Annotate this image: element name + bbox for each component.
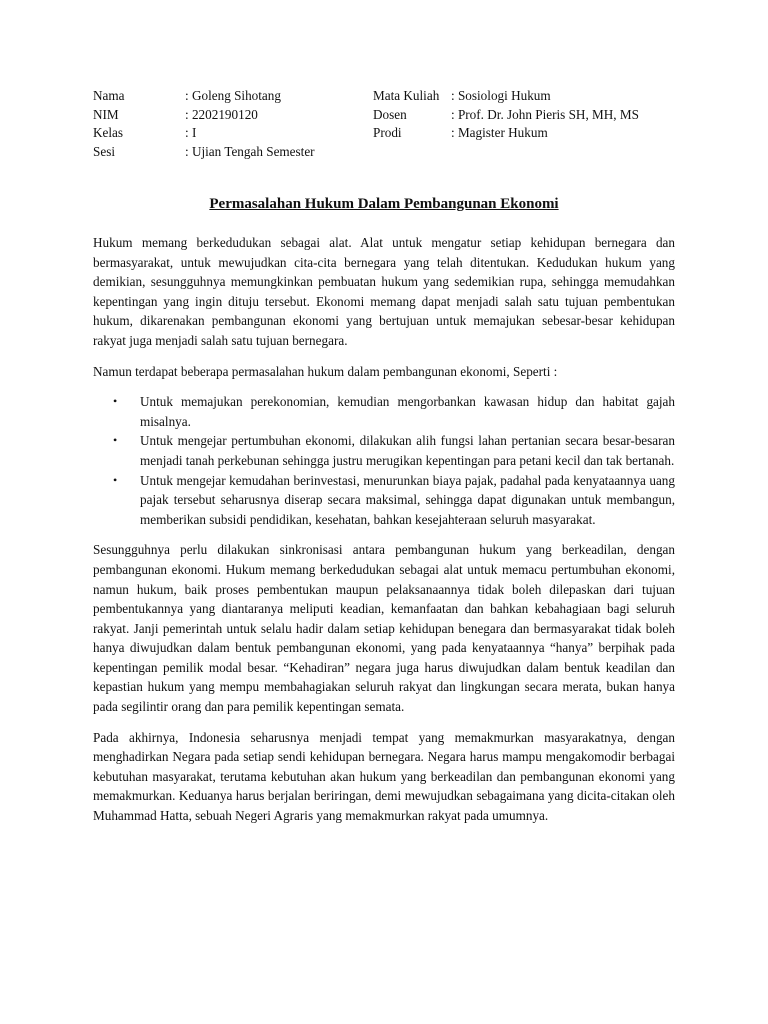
document-body	[93, 233, 675, 837]
prodi-label: Prodi	[373, 125, 402, 141]
header-row-4	[93, 143, 693, 162]
paragraph-conclusion: Pada akhirnya, Indonesia seharusnya menjadi tempat yang memakmurkan masyarakatnya, dengan menghadirkan Negara pada setiap sendi kehidupan bernegara. Negara harus mampu mengakomodir berbagai kebutuhan masyarakat, terutama kebutuhan akan hukum yang berkeadilan dan pembangunan ekonomi yang memakmurkan. Keduanya harus berjalan beriringan, demi mewujudkan sebagaimana yang dicita-citakan oleh Muhammad Hatta, sebuah Negeri Agraris yang memakmurkan rakyat pada umumnya.	[93, 729, 675, 824]
mata-kuliah-label: Mata Kuliah	[373, 88, 440, 103]
mata-kuliah-value: : Sosiologi Hukum	[451, 88, 551, 103]
prodi-value: : Magister Hukum	[451, 125, 548, 141]
header-row-1	[93, 87, 693, 106]
header-row-2	[93, 106, 693, 125]
list-item-text: Untuk memajukan perekonomian, kemudian mengorbankan kawasan hidup dan habitat gajah misalnya.	[140, 394, 675, 429]
nim-value: : 2202190120	[185, 106, 258, 122]
paragraph-problems-lead: Namun terdapat beberapa permasalahan hukum dalam pembangunan ekonomi, Seperti :	[93, 363, 558, 379]
kelas-value: : I	[185, 125, 197, 141]
document-title: Permasalahan Hukum Dalam Pembangunan Ekonomi	[209, 196, 559, 212]
dosen-label: Dosen	[373, 106, 407, 122]
list-item	[93, 431, 675, 470]
nama-label: Nama	[93, 88, 125, 103]
header-row-3	[93, 124, 693, 143]
paragraph-intro: Hukum memang berkedudukan sebagai alat. Alat untuk mengatur setiap kehidupan bernegara dan bermasyarakat, untuk mewujudkan cita-cita bernegara yang telah ditentukan. Kedudukan hukum yang demikian, sesungguhnya memungkinkan pembuatan hukum yang sedemikian rupa, sehingga memudahkan kepentingan yang ingin dituju tersebut. Ekonomi memang dapat menjadi salah satu tujuan pembentukan hukum, dikarenakan pembangunan ekonomi yang bertujuan untuk memajukan sebesar-besar kehidupan rakyat juga menjadi salah satu tujuan bernegara.	[93, 235, 675, 348]
list-item-text: Untuk mengejar pertumbuhan ekonomi, dilakukan alih fungsi lahan pertanian secara besar-besaran menjadi tanah perkebunan sehingga justru merugikan kepentingan para petani kecil dan tak bertanah.	[140, 433, 675, 468]
bullet-icon: •	[113, 433, 118, 448]
dosen-value: : Prof. Dr. John Pieris SH, MH, MS	[451, 106, 639, 122]
nama-value: : Goleng Sihotang	[185, 88, 281, 103]
sesi-label: Sesi	[93, 143, 115, 159]
kelas-label: Kelas	[93, 125, 124, 141]
bullet-icon: •	[113, 472, 118, 487]
list-item	[93, 471, 675, 530]
paragraph-synchronization: Sesungguhnya perlu dilakukan sinkronisasi antara pembangunan hukum yang berkeadilan, dengan pembangunan ekonomi. Hukum memang berkedudukan sebagai alat untuk memacu pertumbuhan ekonomi, namun hukum, baik proses pembentukan maupun pelaksanaannya tidak boleh dilepaskan dari tujuan pembentukannya yang diantaranya meliputi keadian, kemanfaatan dan bahkan kebahagiaan bagi seluruh rakyat. Janji pemerintah untuk selalu hadir dalam setiap kehidupan benegara dan bermasyarakat tidak boleh hanya diwujudkan dalam bentuk pembangunan ekonomi, yang pada kenyataannya “hanya” berpihak pada kepentingan pemilik modal besar. “Kehadiran” negara juga harus diwujudkan dalam bentuk keadilan dan kepastian hukum yang mempu membahagiakan seluruh rakyat dan lingkungan secara merata, bukan hanya pada segilintir orang dan para pemilik kepentingan semata.	[93, 542, 675, 715]
bullet-icon: •	[113, 394, 118, 409]
list-item	[93, 392, 675, 431]
student-info-header	[93, 87, 693, 161]
sesi-value: : Ujian Tengah Semester	[185, 143, 315, 159]
problems-list	[93, 392, 675, 529]
nim-label: NIM	[93, 106, 119, 122]
list-item-text: Untuk mengejar kemudahan berinvestasi, menurunkan biaya pajak, padahal pada kenyataannya uang pajak tersebut seharusnya diserap secara maksimal, sehingga dapat digunakan untuk membangun, memberikan subsidi pendidikan, kesehatan, bahkan kesejahteraan seluruh masyarakat.	[140, 472, 675, 527]
